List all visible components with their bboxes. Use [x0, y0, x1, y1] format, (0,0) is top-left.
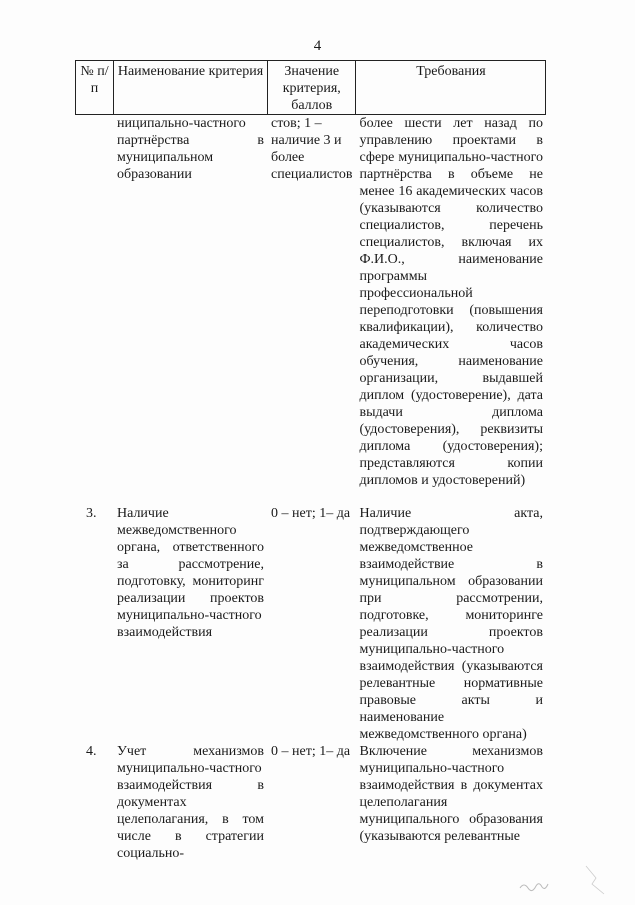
page-number: 4 — [313, 38, 322, 54]
row-criterion-value: 0 – нет; 1– да — [271, 505, 351, 521]
row-criterion-value: 0 – нет; 1– да — [271, 743, 351, 759]
criteria-table — [75, 60, 546, 862]
row-requirements: Включение механизмов муниципально-частного взаимодействия в документах целеполагания муниципального образования (указываются релевантные — [359, 743, 543, 844]
row-requirements: Наличие акта, подтверждающего межведомственное взаимодействие в муниципальном образовании при рассмотрении, подготовке, мониторинге реализации проектов муниципально-частного взаимодействия (указываются релевантные нормативные правовые акты и наименование межведомственного органа) — [359, 505, 543, 742]
row-criterion-value: стов; 1 – наличие 3 и более специалистов — [271, 116, 353, 182]
row-number: 4. — [86, 743, 97, 759]
row-number: 3. — [86, 505, 97, 521]
header-number: № п/п — [76, 61, 114, 115]
row-requirements: более шести лет назад по управлению проектами в сфере муниципально-частного партнёрства в объеме не менее 16 академических часов (указываются количество специалистов, перечень специалистов, включая их Ф.И.О., наименование программы профессиональной переподготовки (повышения квалификации), количество академических часов обучения, наименование организации, выдавшей диплом (удостоверение), дата выдачи диплома (удостоверения), реквизиты диплома (удостоверения); представляются копии дипломов и удостоверений) — [359, 116, 543, 488]
table-header-row — [76, 61, 546, 115]
header-criterion-value: Значение критерия, баллов — [268, 61, 356, 115]
table-row — [76, 505, 546, 743]
row-criterion-name: Учет механизмов муниципально-частного взаимодействия в документах целеполагания, в том числе в стратегии социально- — [117, 743, 264, 861]
header-criterion-name: Наименование критерия — [114, 61, 268, 115]
table-row — [76, 115, 546, 505]
row-criterion-name: Наличие межведомственного органа, ответственного за рассмотрение, подготовку, мониторинг реализации проектов муниципально-частного взаимодействия — [117, 505, 264, 640]
table-row — [76, 743, 546, 862]
header-requirements: Требования — [356, 61, 546, 115]
row-number — [76, 115, 114, 505]
scan-marks — [500, 860, 620, 900]
row-criterion-name: ниципально-частного партнёрства в муниципальном образовании — [117, 116, 264, 182]
